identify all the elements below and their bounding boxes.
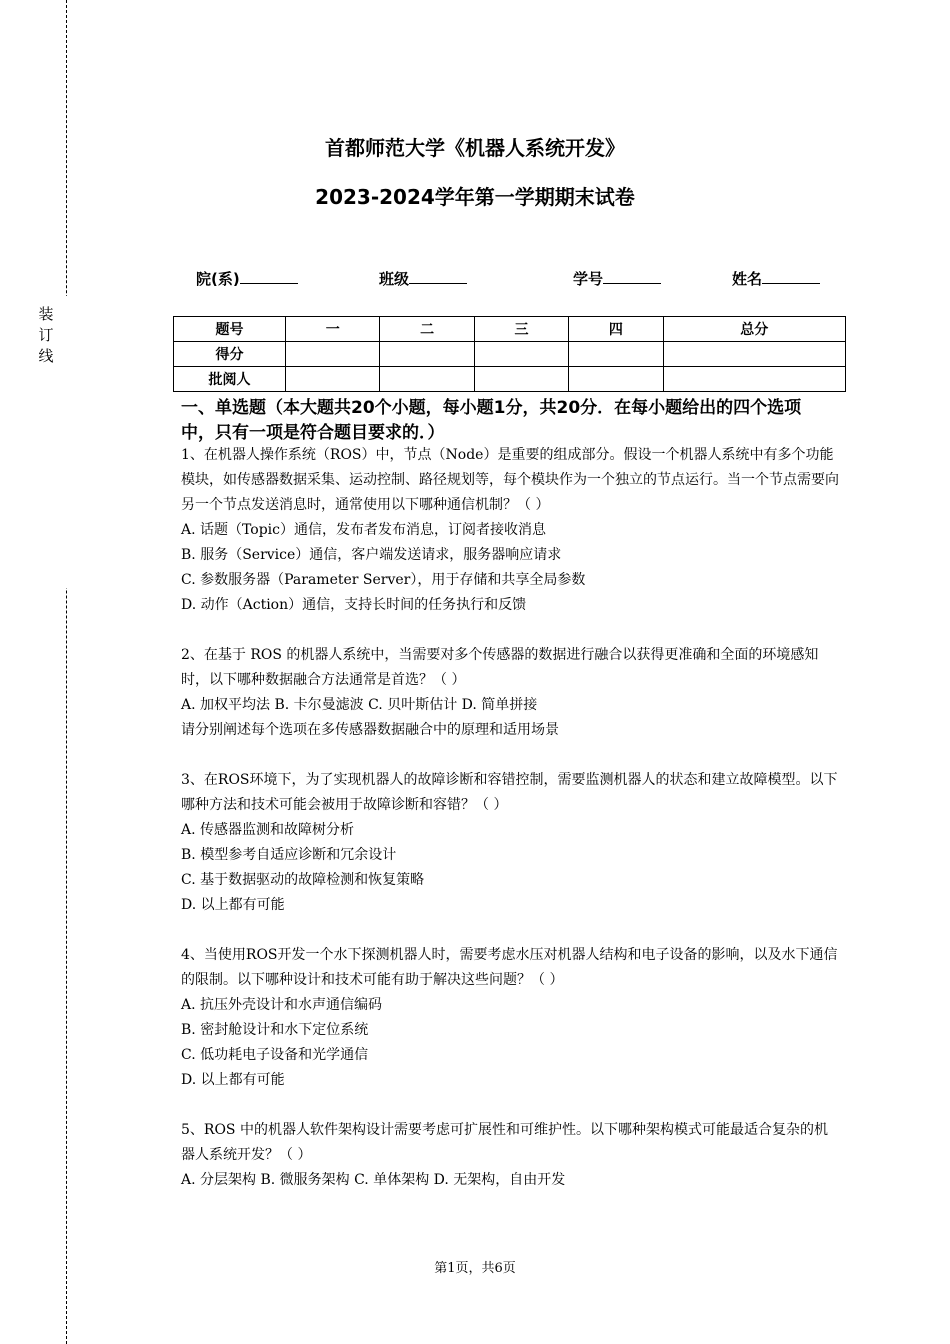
question-option: A. 加权平均法 B. 卡尔曼滤波 C. 贝叶斯估计 D. 简单拼接 — [181, 697, 538, 713]
question-stem: 2、在基于 ROS 的机器人系统中，当需要对多个传感器的数据进行融合以获得更准确和全面的环境感知时，以下哪种数据融合方法通常是首选？（ ） — [181, 647, 819, 688]
question-1 — [181, 443, 841, 618]
question-option: D. 动作（Action）通信，支持长时间的任务执行和反馈 — [181, 597, 527, 613]
score-cell[interactable] — [569, 342, 663, 367]
question-stem: 3、在ROS环境下，为了实现机器人的故障诊断和容错控制，需要监测机器人的状态和建立故障模型。以下哪种方法和技术可能会被用于故障诊断和容错？（ ） — [181, 772, 838, 813]
question-5 — [181, 1118, 841, 1193]
question-stem: 4、当使用ROS开发一个水下探测机器人时，需要考虑水压对机器人结构和电子设备的影响，以及水下通信的限制。以下哪种设计和技术可能有助于解决这些问题？（ ） — [181, 947, 838, 988]
question-option: A. 话题（Topic）通信，发布者发布消息，订阅者接收消息 — [181, 522, 546, 538]
info-field-name — [732, 268, 820, 289]
question-option: C. 低功耗电子设备和光学通信 — [181, 1047, 369, 1063]
question-option: A. 抗压外壳设计和水声通信编码 — [181, 997, 383, 1013]
column-header: 一 — [286, 317, 380, 342]
question-option: A. 传感器监测和故障树分析 — [181, 822, 355, 838]
info-label: 院(系) — [196, 270, 240, 288]
binding-line-gap — [60, 296, 74, 588]
info-blank[interactable] — [603, 269, 661, 284]
info-blank[interactable] — [762, 269, 820, 284]
info-label: 学号 — [573, 270, 604, 288]
question-option: B. 模型参考自适应诊断和冗余设计 — [181, 847, 397, 863]
row-label: 批阅人 — [174, 367, 286, 392]
question-4 — [181, 943, 841, 1093]
question-option: A. 分层架构 B. 微服务架构 C. 单体架构 D. 无架构，自由开发 — [181, 1172, 566, 1188]
page-footer: 第1页，共6页 — [434, 1261, 516, 1276]
question-option: D. 以上都有可能 — [181, 897, 285, 913]
question-stem: 5、ROS 中的机器人软件架构设计需要考虑可扩展性和可维护性。以下哪种架构模式可能最适合复杂的机器人系统开发？（ ） — [181, 1122, 828, 1163]
question-option: C. 参数服务器（Parameter Server），用于存储和共享全局参数 — [181, 572, 586, 588]
column-header: 总分 — [663, 317, 846, 342]
score-cell[interactable] — [474, 342, 568, 367]
table-row — [174, 367, 846, 392]
row-label: 得分 — [174, 342, 286, 367]
question-option: D. 以上都有可能 — [181, 1072, 285, 1088]
info-label: 姓名 — [732, 270, 763, 288]
table-row — [174, 342, 846, 367]
section-heading: 一、单选题（本大题共20个小题，每小题1分，共20分．在每小题给出的四个选项中，只有一项是符合题目要求的．） — [181, 398, 802, 443]
exam-title: 首都师范大学《机器人系统开发》 — [325, 136, 625, 160]
grader-cell[interactable] — [474, 367, 568, 392]
question-stem: 1、在机器人操作系统（ROS）中，节点（Node）是重要的组成部分。假设一个机器人系统中有多个功能模块，如传感器数据采集、运动控制、路径规划等，每个模块作为一个独立的节点运行。当一个节点需要向另一个节点发送消息时，通常使用以下哪种通信机制？（ ） — [181, 447, 839, 513]
info-blank[interactable] — [240, 269, 298, 284]
question-3 — [181, 768, 841, 918]
column-header: 二 — [380, 317, 474, 342]
exam-subtitle: 2023-2024学年第一学期期末试卷 — [315, 185, 635, 209]
question-list — [181, 443, 841, 1218]
info-field-class — [379, 268, 467, 289]
column-header: 四 — [569, 317, 663, 342]
question-note: 请分别阐述每个选项在多传感器数据融合中的原理和适用场景 — [181, 722, 559, 738]
info-field-student-id — [573, 268, 661, 289]
info-blank[interactable] — [409, 269, 467, 284]
question-option: C. 基于数据驱动的故障检测和恢复策略 — [181, 872, 425, 888]
score-cell[interactable] — [663, 342, 846, 367]
table-row — [174, 317, 846, 342]
grader-cell[interactable] — [380, 367, 474, 392]
grader-cell[interactable] — [569, 367, 663, 392]
grader-cell[interactable] — [286, 367, 380, 392]
score-table — [173, 316, 846, 392]
question-option: B. 服务（Service）通信，客户端发送请求，服务器响应请求 — [181, 547, 562, 563]
row-label: 题号 — [174, 317, 286, 342]
score-cell[interactable] — [380, 342, 474, 367]
info-field-department — [196, 268, 298, 289]
grader-cell[interactable] — [663, 367, 846, 392]
binding-label: 装 订 线 — [38, 305, 54, 365]
question-option: B. 密封舱设计和水下定位系统 — [181, 1022, 369, 1038]
score-cell[interactable] — [286, 342, 380, 367]
column-header: 三 — [474, 317, 568, 342]
question-2 — [181, 643, 841, 743]
info-label: 班级 — [379, 270, 410, 288]
